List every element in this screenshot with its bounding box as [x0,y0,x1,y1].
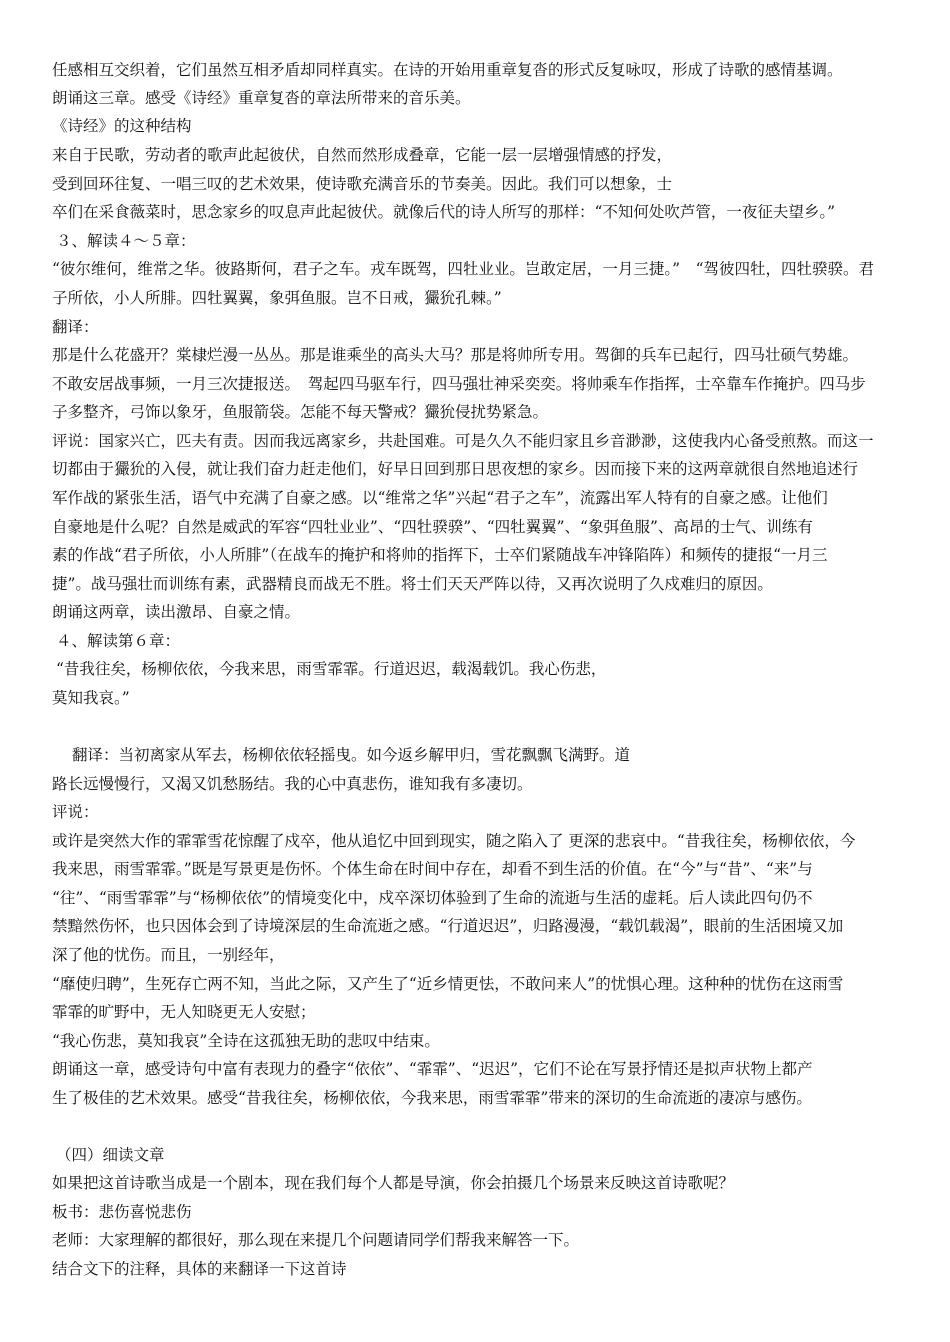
text-line: 子所依，小人所腓。四牡翼翼，象弭鱼服。岂不日戒，玁狁孔棘。” [52,289,502,307]
text-line: 莫知我哀。” [52,689,130,707]
text-line: 评说： [52,803,99,821]
text-line: 翻译：当初离家从军去，杨柳依依轻摇曳。如今返乡解甲归，雪花飘飘飞满野。道 [72,746,631,764]
text-line: 结合文下的注释，具体的来翻译一下这首诗 [52,1260,347,1278]
text-line: 评说：国家兴亡，匹夫有责。因而我远离家乡，共赴国难。可是久久不能归家且乡音渺渺，这使我内心备受煎熬。而这一 [52,432,874,450]
text-line: “我心伤悲，莫知我哀”全诗在这孤独无助的悲叹中结束。 [52,1032,440,1050]
text-line: 《诗经》的这种结构 [52,117,192,135]
text-line: 那是什么花盛开？棠棣烂漫一丛丛。那是谁乘坐的高头大马？那是将帅所专用。驾御的兵车已起行，四马壮硕气势雄。 [52,346,859,364]
section-heading: （四）细读文章 [56,1146,165,1164]
text-line: 深了他的忧伤。而且，一别经年， [52,946,285,964]
text-line: 朗诵这三章。感受《诗经》重章复沓的章法所带来的音乐美。 [52,89,471,107]
text-line: 朗诵这两章，读出激昂、自豪之情。 [52,603,301,621]
text-line: 子多整齐，弓饰以象牙，鱼服箭袋。怎能不每天警戒？玁狁侵扰势紧急。 [52,403,549,421]
text-line: 朗诵这一章，感受诗句中富有表现力的叠字“依依”、“霏霏”、“迟迟”，它们不论在写景抒情还是拟声状物上都产 [52,1060,813,1078]
text-line: 板书：悲伤喜悦悲伤 [52,1203,192,1221]
text-line: 素的作战“君子所依，小人所腓”（在战车的掩护和将帅的指挥下，士卒们紧随战车冲锋陷阵）和频传的捷报“一月三 [52,546,828,564]
section-heading: ４、解读第６章： [56,632,181,650]
text-line: 不敢安居战事频，一月三次捷报送。 驾起四马驱车行，四马强壮神采奕奕。将帅乘车作指挥，士卒靠车作掩护。四马步 [52,375,866,393]
section-heading: ３、解读４～５章： [56,232,196,250]
text-line: 任感相互交织着，它们虽然互相矛盾却同样真实。在诗的开始用重章复沓的形式反复咏叹，形成了诗歌的感情基调。 [52,61,843,79]
text-line: 老师：大家理解的都很好，那么现在来提几个问题请同学们帮我来解答一下。 [52,1231,580,1249]
text-line: “靡使归聘”，生死存亡两不知，当此之际，又产生了“近乡情更怯，不敢问来人”的忧惧心理。这种种的忧伤在这雨雪 [52,975,844,993]
text-line: 翻译： [52,318,99,336]
text-line: 自豪地是什么呢？自然是威武的军容“四牡业业”、“四牡骙骙”、“四牡翼翼”、“象弭鱼服”、高昂的士气、训练有 [52,518,813,536]
text-line: 我来思，雨雪霏霏。”既是写景更是伤怀。个体生命在时间中存在，却看不到生活的价值。在“今”与“昔”、“来”与 [52,860,813,878]
text-line: “往”、“雨雪霏霏”与“杨柳依依”的情境变化中，戍卒深切体验到了生命的流逝与生活的虚耗。后人读此四句仍不 [52,889,813,907]
text-line: 禁黯然伤怀，也只因体会到了诗境深层的生命流逝之感。“行道迟迟”，归路漫漫，“载饥载渴”，眼前的生活困境又加 [52,917,844,935]
text-line: 如果把这首诗歌当成是一个剧本，现在我们每个人都是导演，你会拍摄几个场景来反映这首诗歌呢？ [52,1174,735,1192]
text-line: 路长远慢慢行，又渴又饥愁肠结。我的心中真悲伤，谁知我有多凄切。 [52,775,533,793]
text-line: “彼尔维何，维常之华。彼路斯何，君子之车。戎车既驾，四牡业业。岂敢定居，一月三捷。” “驾彼四牡，四牡骙骙。君 [52,260,875,278]
text-line: 霏霏的旷野中，无人知晓更无人安慰； [52,1003,316,1021]
text-line: 受到回环往复、一唱三叹的艺术效果，使诗歌充满音乐的节奏美。因此。我们可以想象，士 [52,175,673,193]
text-line: “昔我往矣，杨柳依依，今我来思，雨雪霏霏。行道迟迟，载渴载饥。我心伤悲， [56,660,607,678]
text-line: 或许是突然大作的霏霏雪花惊醒了戍卒，他从追忆中回到现实，随之陷入了 更深的悲哀中。“昔我往矣，杨柳依依，今 [52,832,856,850]
text-line: 生了极佳的艺术效果。感受“昔我往矣，杨柳依依，今我来思，雨雪霏霏”带来的深切的生命流逝的凄凉与感伤。 [52,1089,812,1107]
text-line: 切都由于玁狁的入侵，就让我们奋力赶走他们，好早日回到那日思夜想的家乡。因而接下来的这两章就很自然地追述行 [52,460,859,478]
text-line: 来自于民歌，劳动者的歌声此起彼伏，自然而然形成叠章，它能一层一层增强情感的抒发， [52,146,673,164]
text-line: 捷”。战马强壮而训练有素，武器精良而战无不胜。将士们天天严阵以待，又再次说明了久戍难归的原因。 [52,575,773,593]
text-line: 军作战的紧张生活，语气中充满了自豪之感。以“维常之华”兴起“君子之车”，流露出军人特有的自豪之感。让他们 [52,489,828,507]
text-line: 卒们在采食薇菜时，思念家乡的叹息声此起彼伏。就像后代的诗人所写的那样：“不知何处吹芦管，一夜征夫望乡。” [52,203,836,221]
